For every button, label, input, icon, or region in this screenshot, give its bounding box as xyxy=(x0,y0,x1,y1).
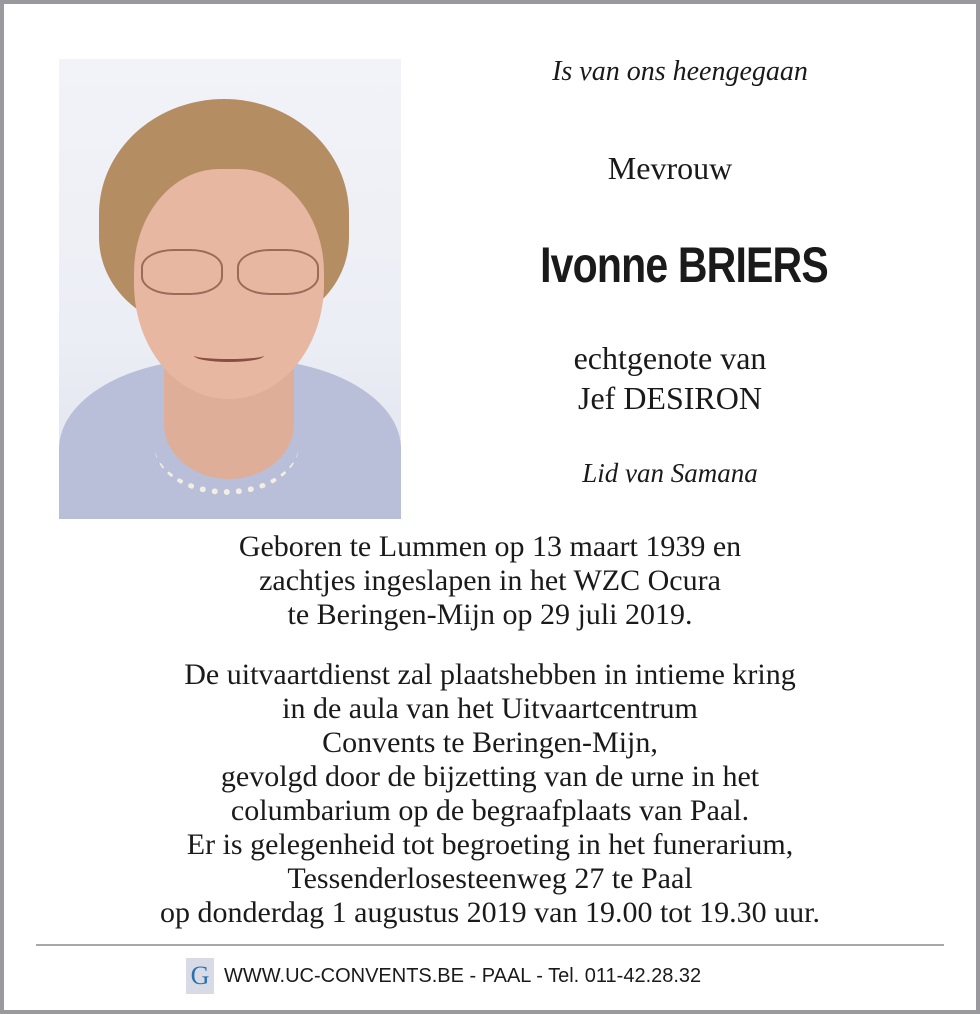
funeral-line: Convents te Beringen-Mijn, xyxy=(322,726,658,759)
pearl-necklace xyxy=(154,394,299,495)
funeral-line: De uitvaartdienst zal plaatshebben in intieme kring xyxy=(184,658,796,691)
birth-paragraph xyxy=(0,530,980,632)
divider xyxy=(36,944,944,946)
funeral-line: op donderdag 1 augustus 2019 van 19.00 tot 19.30 uur. xyxy=(160,896,820,929)
funeral-line: in de aula van het Uitvaartcentrum xyxy=(282,692,698,725)
birth-line: Geboren te Lummen op 13 maart 1939 en xyxy=(238,530,742,563)
footer-contact: WWW.UC-CONVENTS.BE - PAAL - Tel. 011-42.28.32 xyxy=(224,964,702,987)
spouse-name: Jef DESIRON xyxy=(578,380,762,416)
glasses xyxy=(141,249,317,293)
membership-text: Lid van Samana xyxy=(582,458,758,488)
birth-line: te Beringen-Mijn op 29 juli 2019. xyxy=(287,598,693,631)
funeral-line: gevolgd door de bijzetting van de urne in het xyxy=(220,760,760,793)
title-text: Mevrouw xyxy=(607,150,733,186)
birth-line: zachtjes ingeslapen in het WZC Ocura xyxy=(259,564,721,597)
footer xyxy=(186,958,701,994)
funeral-line: Tessenderlosesteenweg 27 te Paal xyxy=(287,862,693,895)
portrait-photo xyxy=(59,59,401,519)
funeral-home-logo-icon: G xyxy=(186,958,214,994)
smile xyxy=(194,349,264,362)
spouse-label: echtgenote van xyxy=(573,340,767,376)
funeral-line: Er is gelegenheid tot begroeting in het funerarium, xyxy=(186,828,794,861)
funeral-line: columbarium op de begraafplaats van Paal. xyxy=(230,794,750,827)
intro-text: Is van ons heengegaan xyxy=(552,56,808,87)
deceased-name: Ivonne BRIERS xyxy=(540,237,828,293)
funeral-paragraph xyxy=(0,658,980,930)
